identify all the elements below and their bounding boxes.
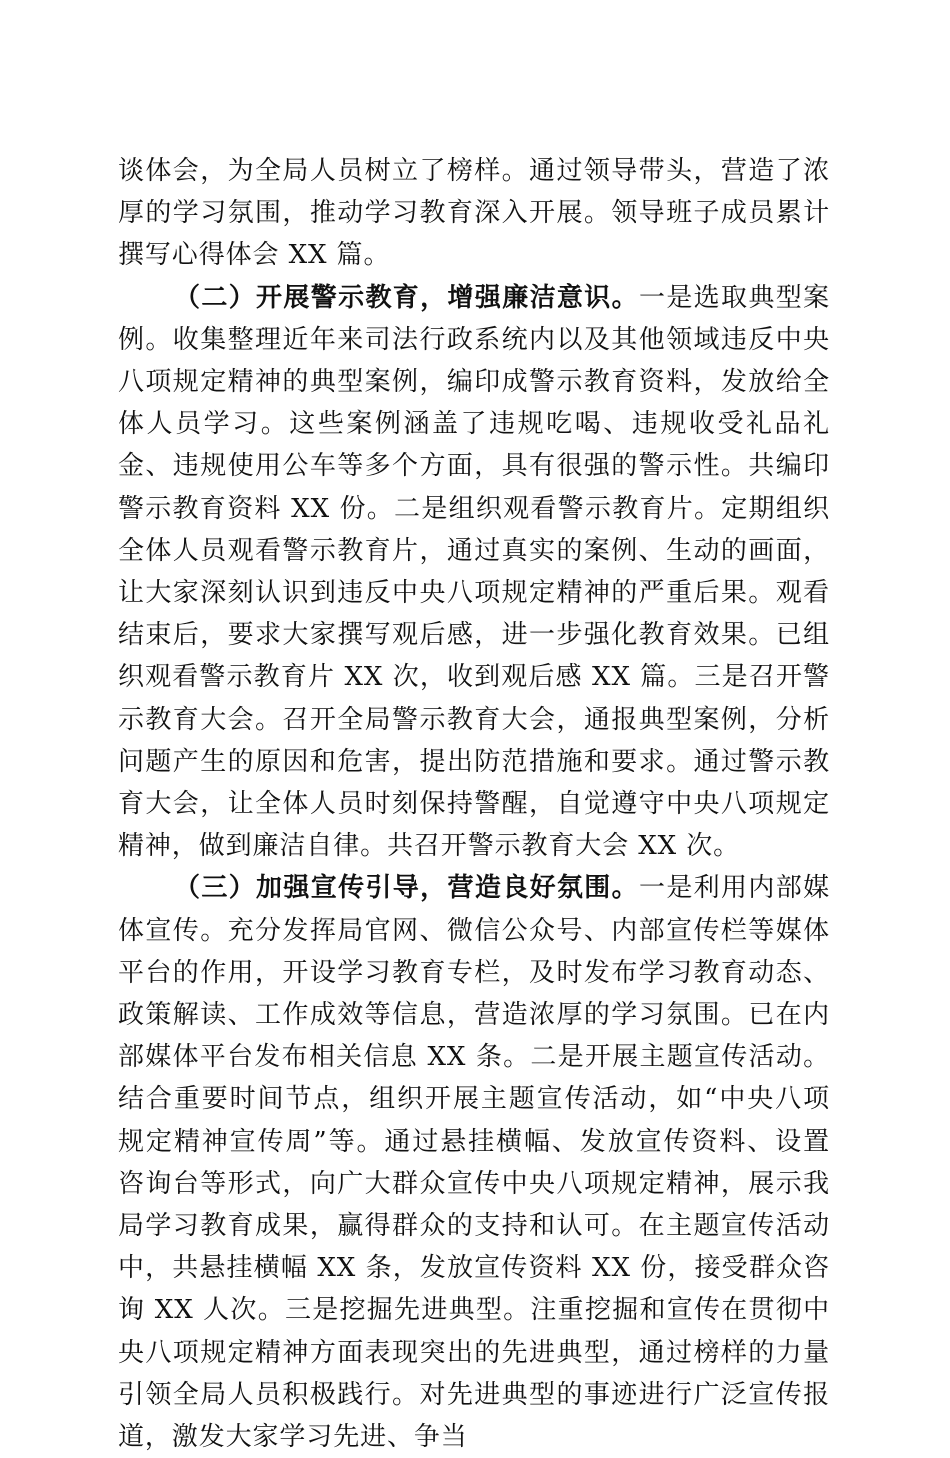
body-text [118,150,830,1458]
section-heading: （二）开展警示教育，增强廉洁意识。 [174,282,639,313]
paragraph-publicity-guidance [118,867,830,1458]
section-heading: （三）加强宣传引导，营造良好氛围。 [174,873,639,904]
paragraph-text: 谈体会，为全局人员树立了榜样。通过领导带头，营造了浓厚的学习氛围，推动学习教育深入开展。领导班子成员累计撰写心得体会 XX 篇。 [118,156,830,271]
paragraph-text: 一是利用内部媒体宣传。充分发挥局官网、微信公众号、内部宣传栏等媒体平台的作用，开设学习教育专栏，及时发布学习教育动态、政策解读、工作成效等信息，营造浓厚的学习氛围。已在内部媒体平台发布相关信息 XX 条。二是开展主题宣传活动。结合重要时间节点，组织开展主题宣传活动，如“中央八项规定精神宣传周”等。通过悬挂横幅、发放宣传资料、设置咨询台等形式，向广大群众宣传中央八项规定精神，展示我局学习教育成果，赢得群众的支持和认可。在主题宣传活动中，共悬挂横幅 XX 条，发放宣传资料 XX 份，接受群众咨询 XX 人次。三是挖掘先进典型。注重挖掘和宣传在贯彻中央八项规定精神方面表现突出的先进典型，通过榜样的力量引领全局人员积极践行。对先进典型的事迹进行广泛宣传报道，激发大家学习先进、争当 [118,873,830,1453]
paragraph-text: 一是选取典型案例。收集整理近年来司法行政系统内以及其他领域违反中央八项规定精神的典型案例，编印成警示教育资料，发放给全体人员学习。这些案例涵盖了违规吃喝、违规收受礼品礼金、违规使用公车等多个方面，具有很强的警示性。共编印警示教育资料 XX 份。二是组织观看警示教育片。定期组织全体人员观看警示教育片，通过真实的案例、生动的画面，让大家深刻认识到违反中央八项规定精神的严重后果。观看结束后，要求大家撰写观后感，进一步强化教育效果。已组织观看警示教育片 XX 次，收到观后感 XX 篇。三是召开警示教育大会。召开全局警示教育大会，通报典型案例，分析问题产生的原因和危害，提出防范措施和要求。通过警示教育大会，让全体人员时刻保持警醒，自觉遵守中央八项规定精神，做到廉洁自律。共召开警示教育大会 XX 次。 [118,282,830,862]
paragraph-warning-education [118,277,830,868]
paragraph-continuation [118,150,830,277]
